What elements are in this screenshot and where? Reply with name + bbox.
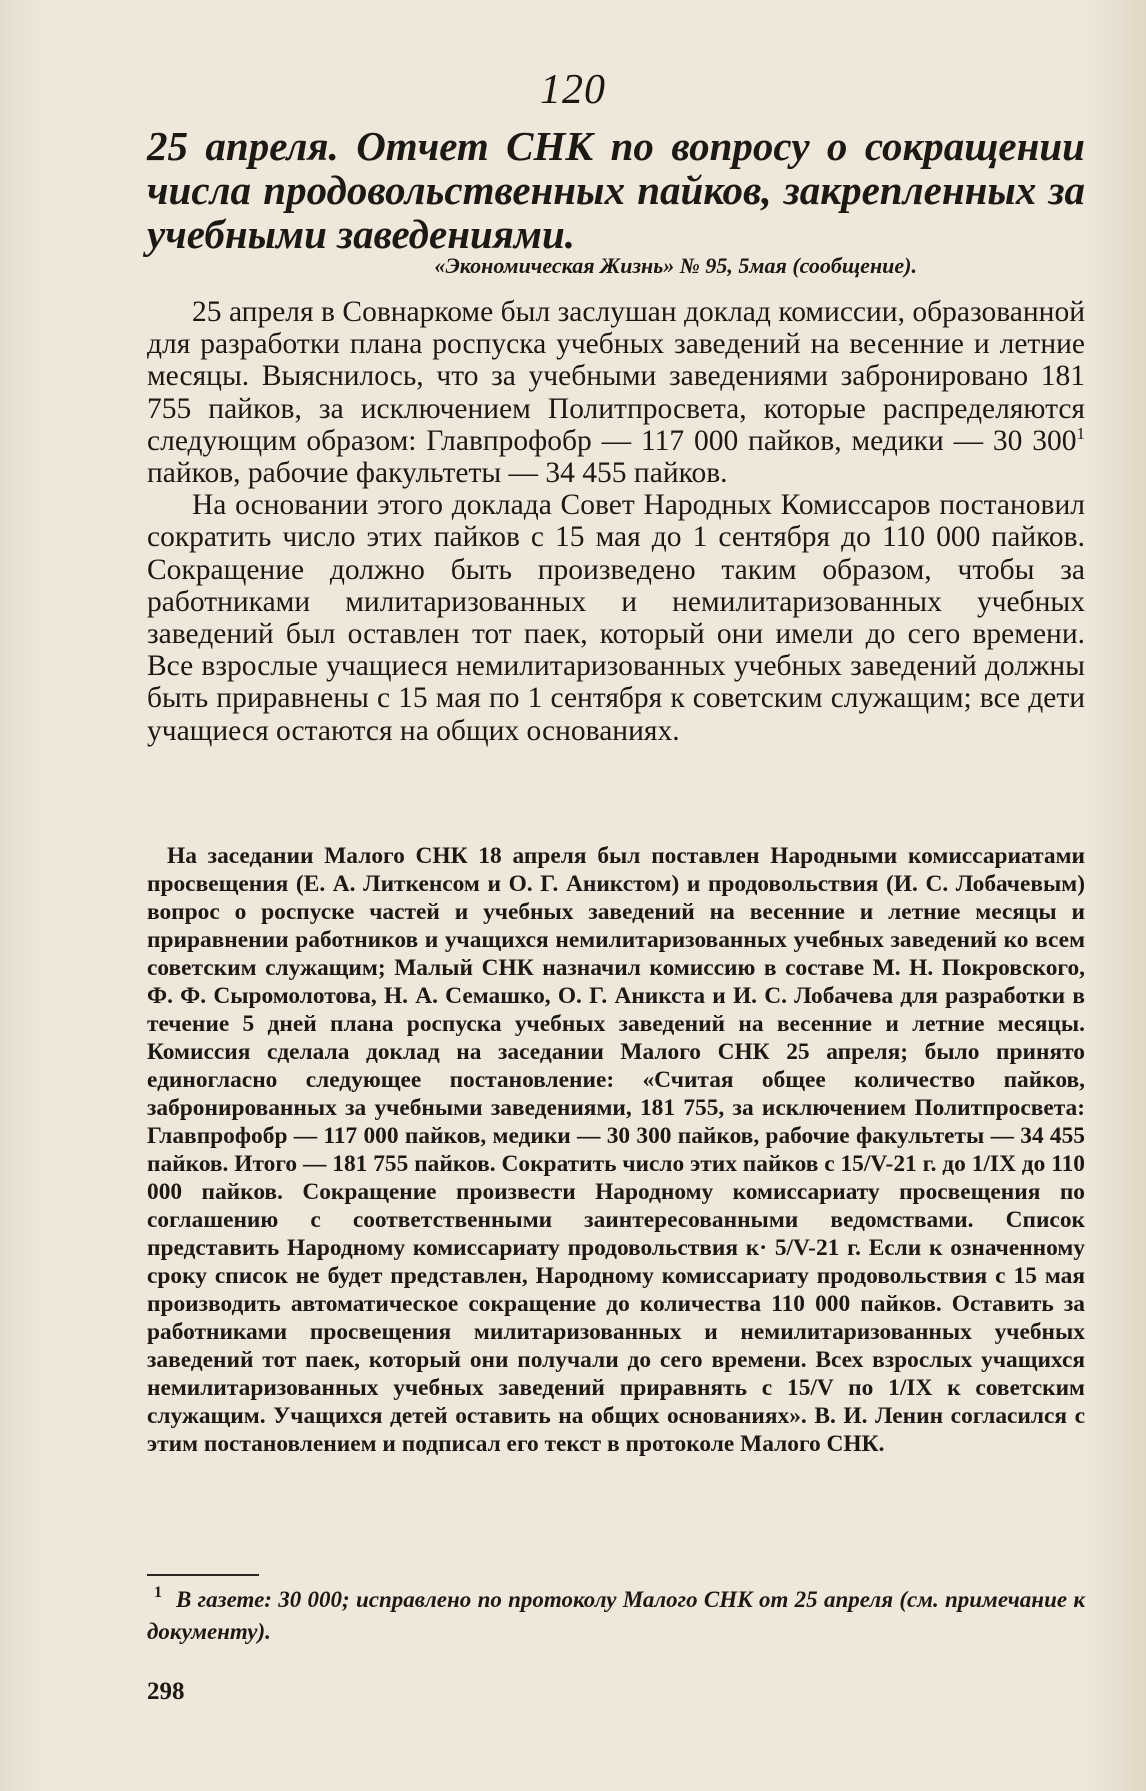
document-number: 120 <box>540 67 606 113</box>
footnote-paragraph <box>147 1584 1085 1648</box>
document-source: «Экономическая Жизнь» № 95, 5мая (сообщение). <box>434 253 917 278</box>
paragraph-1-text-end: пайков, рабочие факультеты — 34 455 пайков. <box>147 457 728 490</box>
paragraph-1 <box>147 296 1085 489</box>
editorial-note-text: На заседании Малого СНК 18 апреля был поставлен Народными комиссариатами просвещения (Е. А. Литкенсом и О. Г. Аникстом) и продовольствия (И. С. Лобачевым) вопрос о роспуске частей и учебных заведений на весенние и летние месяцы и приравнении работников и учащихся немилитаризованных учебных заведений ко всем советским служащим; Малый СНК назначил комиссию в составе М. Н. Покровского, Ф. Ф. Сыромолотова, Н. А. Семашко, О. Г. Аникста и И. С. Лобачева для разработки в течение 5 дней плана роспуска учебных заведений на весенние и летние месяцы. Комиссия сделала доклад на заседании Малого СНК 25 апреля; было принято единогласно следующее постановление: «Считая общее количество пайков, забронированных за учебными заведениями, 181 755, за исключением Политпросвета: Главпрофобр — 117 000 пайков, медики — 30 300 пайков, рабочие факультеты — 34 455 пайков. Итого — 181 755 пайков. Сократить число этих пайков с 15/V-21 г. до 1/IX до 110 000 пайков. Сокращение произвести Народному комиссариату просвещения по соглашению с соответственными заинтересованными ведомствами. Список представить Народному комиссариату продовольствия к· 5/V-21 г. Если к означенному сроку список не будет представлен, Народному комиссариату продовольствия с 15 мая производить автоматическое сокращение до количества 110 000 пайков. Оставить за работниками просвещения милитаризованных и немилитаризованных учебных заведений тот паек, который они получали до сего времени. Всех взрослых учащихся немилитаризованных учебных заведений приравнять с 15/V по 1/IX к советским служащим. Учащихся детей оставить на общих основаниях». В. И. Ленин согласился с этим постановлением и подписал его текст в протоколе Малого СНК. <box>147 843 1085 1457</box>
paragraph-2: На основании этого доклада Совет Народных Комиссаров постановил сократить число этих пайков с 15 мая до 1 сентября до 110 000 пайков. Сокращение должно быть произведено таким образом, чтобы за работниками милитаризованных и немилитаризованных учебных заведений был оставлен тот паек, который они имели до сего времени. Все взрослые учащиеся немилитаризованных учебных заведений должны быть приравнены с 15 мая по 1 сентября к советским служащим; все дети учащиеся остаются на общих основаниях. <box>147 489 1085 747</box>
page-number: 298 <box>147 1678 185 1705</box>
footnote-divider <box>147 1574 259 1576</box>
footnote <box>147 1584 1085 1648</box>
footnote-reference: 1 <box>1076 423 1085 443</box>
footnote-mark: 1 <box>154 1584 162 1601</box>
footnote-text: В газете: 30 000; исправлено по протоколу Малого СНК от 25 апреля (см. примечание к документу). <box>147 1587 1085 1644</box>
paragraph-1-text: 25 апреля в Совнаркоме был заслушан доклад комиссии, образованной для разработки плана роспуска учебных заведений на весенние и летние месяцы. Выяснилось, что за учебными заведениями забронировано 181 755 пайков, за исключением Политпросвета, которые распределяются следующим образом: Главпрофобр — 117 000 пайков, медики — 30 300 <box>147 296 1085 457</box>
editorial-note <box>147 842 1085 1458</box>
main-text <box>147 296 1085 747</box>
document-title: 25 апреля. Отчет СНК по вопросу о сокращении числа продовольственных пайков, закрепленных за учебными заведениями. <box>147 123 1085 257</box>
